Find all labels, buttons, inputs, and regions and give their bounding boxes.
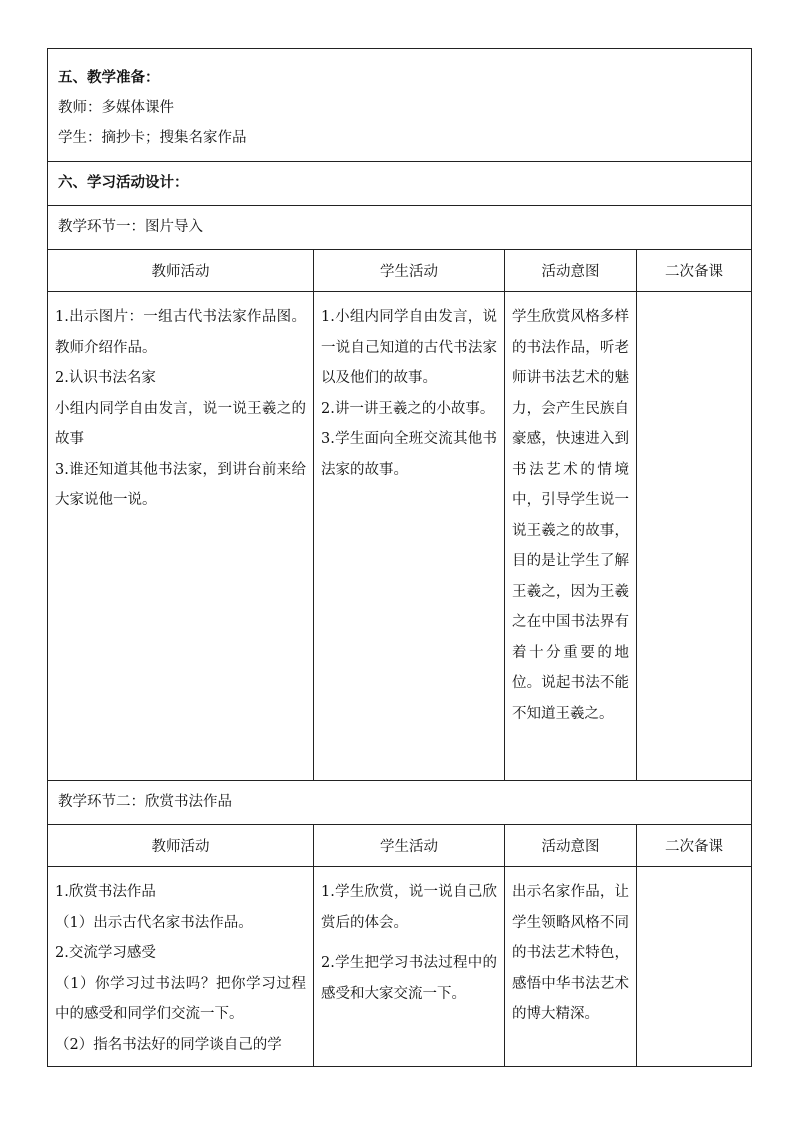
column-header-student: 学生活动 [314, 825, 505, 867]
section2-intent-cell [505, 867, 637, 1067]
section1-teacher-line: 1.出示图片：一组古代书法家作品图。教师介绍作品。 [55, 309, 306, 356]
section1-student-line: 2.讲一讲王羲之的小故事。 [321, 400, 495, 417]
preparation-heading: 五、教学准备： [58, 70, 160, 86]
section1-student-line: 1.小组内同学自由发言，说一说自己知道的古代书法家以及他们的故事。 [321, 309, 497, 386]
section2-teacher-line: （1）出示古代名家书法作品。 [55, 914, 253, 931]
section1-title: 教学环节一：图片导入 [48, 206, 752, 250]
section1-student-cell [314, 292, 505, 781]
section1-second-cell [637, 292, 752, 781]
section1-column-headers [48, 250, 752, 292]
section2-student-line: 1.学生欣赏，说一说自己欣赏后的体会。 [321, 884, 497, 931]
column-header-teacher: 教师活动 [48, 825, 314, 867]
section2-teacher-cell [48, 867, 314, 1067]
section2-student-line: 2.学生把学习书法过程中的感受和大家交流一下。 [321, 955, 497, 1002]
section2-teacher-line: 2.交流学习感受 [55, 945, 156, 961]
section1-teacher-line: 小组内同学自由发言，说一说王羲之的故事 [55, 400, 306, 447]
section1-teacher-cell [48, 292, 314, 781]
preparation-row [48, 49, 752, 162]
column-header-second: 二次备课 [637, 825, 752, 867]
lesson-plan-page [47, 48, 751, 1067]
preparation-student: 学生：摘抄卡；搜集名家作品 [58, 130, 247, 146]
column-header-intent: 活动意图 [505, 250, 637, 292]
section2-student-cell [314, 867, 505, 1067]
section2-content-row [48, 867, 752, 1067]
column-header-second: 二次备课 [637, 250, 752, 292]
section1-intent-cell [505, 292, 637, 781]
section2-title: 教学环节二：欣赏书法作品 [48, 781, 752, 825]
section1-teacher-line: 2.认识书法名家 [55, 370, 156, 386]
activity-heading: 六、学习活动设计： [48, 162, 752, 206]
section2-teacher-line: 1.欣赏书法作品 [55, 884, 156, 900]
section2-intent-text: 出示名家作品，让学生领略风格不同的书法艺术特色，感悟中华书法艺术的博大精深。 [512, 884, 629, 1022]
preparation-cell [48, 49, 752, 162]
activity-heading-row [48, 162, 752, 206]
lesson-plan-table [47, 48, 752, 1067]
section1-student-line: 3.学生面向全班交流其他书法家的故事。 [321, 431, 497, 478]
section1-intent-text: 学生欣赏风格多样的书法作品，听老师讲书法艺术的魅力，会产生民族自豪感，快速进入到书法艺术的情境中，引导学生说一说王羲之的故事，目的是让学生了解王羲之，因为王羲之在中国书法界有着十分重要的地位。说起书法不能不知道王羲之。 [512, 309, 629, 722]
section2-second-cell [637, 867, 752, 1067]
section2-title-row [48, 781, 752, 825]
column-header-teacher: 教师活动 [48, 250, 314, 292]
column-header-student: 学生活动 [314, 250, 505, 292]
column-header-intent: 活动意图 [505, 825, 637, 867]
section2-teacher-line: （2）指名书法好的同学谈自己的学 [55, 1036, 282, 1053]
section1-title-row [48, 206, 752, 250]
section2-column-headers [48, 825, 752, 867]
section1-content-row [48, 292, 752, 781]
section2-teacher-line: （1）你学习过书法吗？把你学习过程中的感受和同学们交流一下。 [55, 975, 306, 1022]
preparation-teacher: 教师：多媒体课件 [58, 100, 174, 116]
section1-teacher-line: 3.谁还知道其他书法家，到讲台前来给大家说他一说。 [55, 461, 306, 508]
